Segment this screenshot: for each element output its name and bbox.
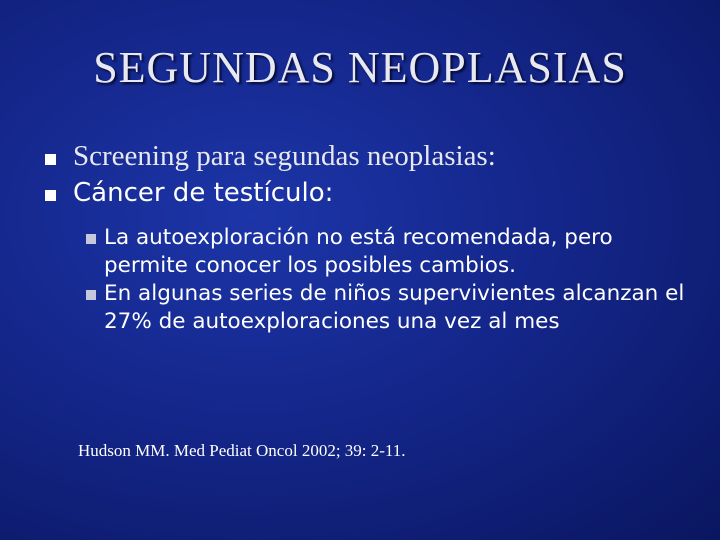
sub-bullet-item bbox=[86, 224, 686, 280]
sub-bullet-list bbox=[86, 224, 686, 336]
bullet-item-testicle-cancer bbox=[45, 178, 333, 208]
bullet-text: Cáncer de testículo: bbox=[73, 178, 334, 208]
square-bullet-icon bbox=[45, 154, 56, 165]
bullet-item-screening bbox=[45, 140, 496, 173]
square-bullet-icon bbox=[86, 290, 96, 300]
sub-bullet-text: La autoexploración no está recomendada, pero permite conocer los posibles cambios. bbox=[104, 225, 613, 278]
bullet-text: Screening para segundas neoplasias: bbox=[73, 140, 496, 172]
sub-bullet-text: En algunas series de niños supervivientes alcanzan el 27% de autoexploraciones una vez al mes bbox=[104, 281, 685, 334]
sub-bullet-item bbox=[86, 280, 686, 336]
citation: Hudson MM. Med Pediat Oncol 2002; 39: 2-11. bbox=[78, 441, 406, 460]
square-bullet-icon bbox=[86, 234, 96, 244]
square-bullet-icon bbox=[45, 190, 56, 201]
slide-title: SEGUNDAS NEOPLASIAS bbox=[93, 43, 627, 92]
